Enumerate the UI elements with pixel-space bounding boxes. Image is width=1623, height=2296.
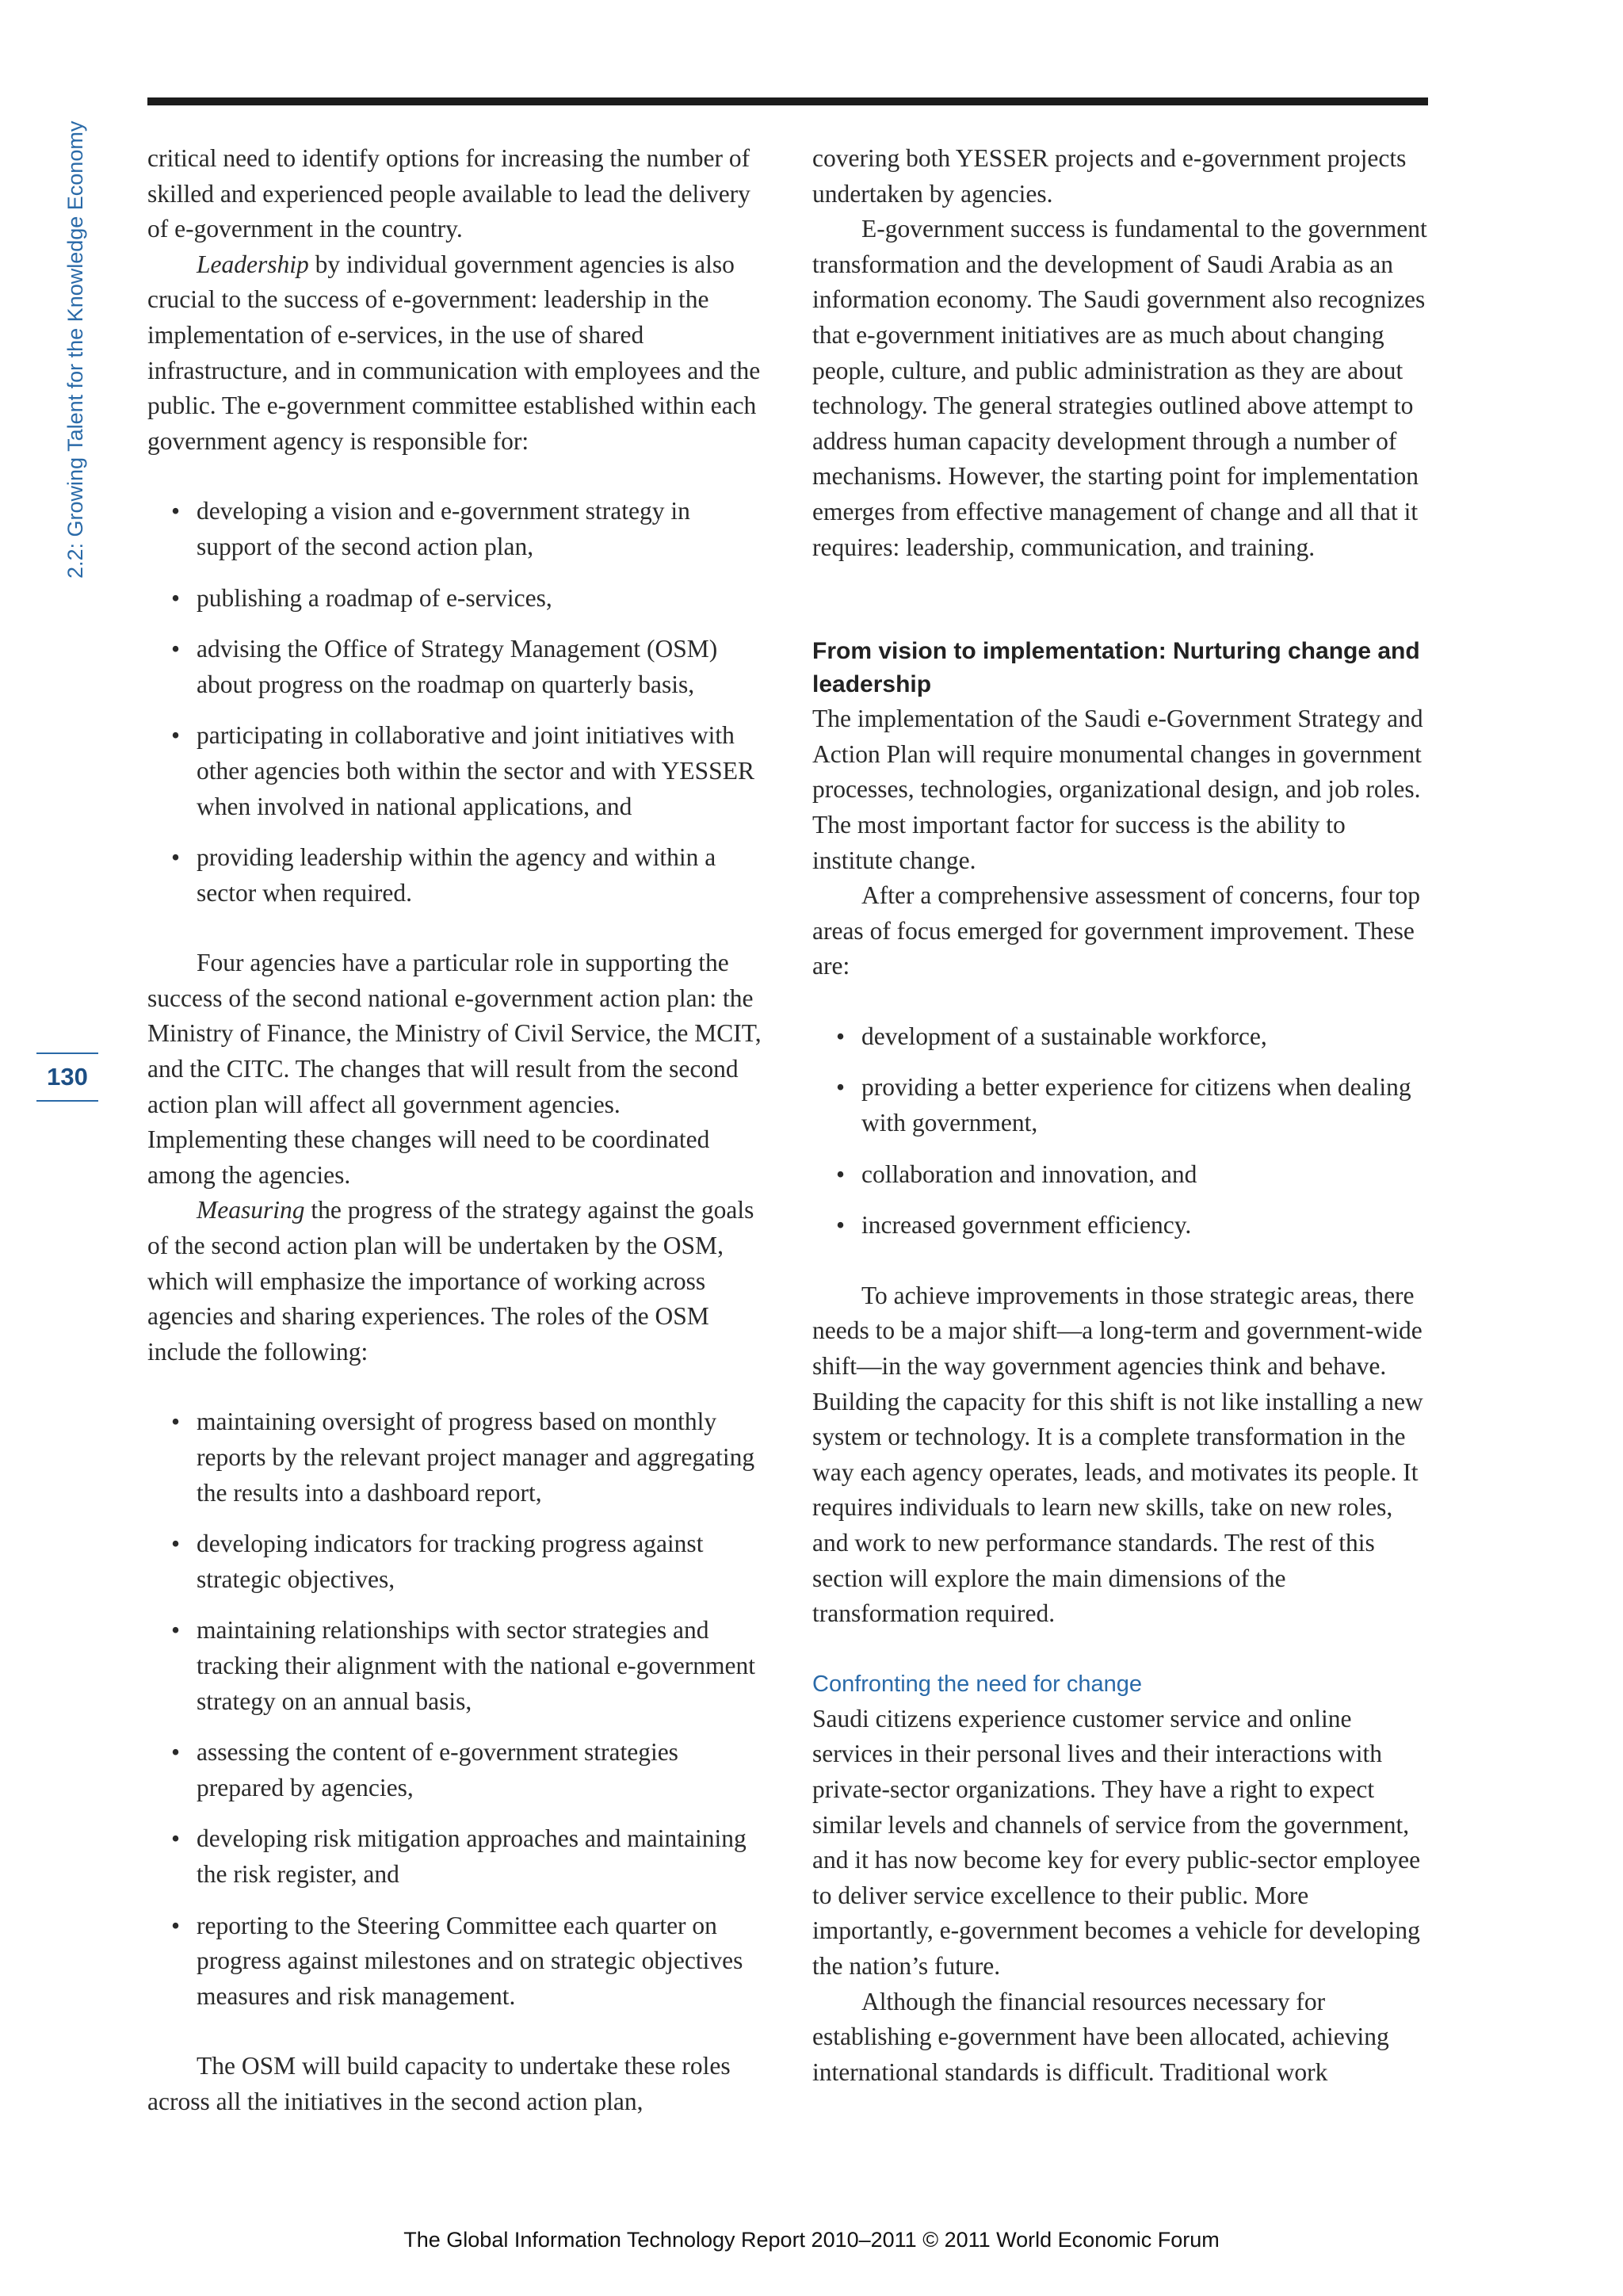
- list-item: • providing leadership within the agency and within a sector when required.: [147, 840, 766, 911]
- paragraph: After a comprehensive assessment of concerns, four top areas of focus emerged for government improvement. These are:: [812, 881, 1421, 980]
- page-number: 130: [47, 1063, 88, 1091]
- paragraph: Saudi citizens experience customer service and online services in their personal lives and their interactions with private-sector organizations. They have a right to expect similar levels and channels of service from the government, and it has now become key for every public-sector employee to deliver service excellence to their public. More importantly, e-government becomes a vehicle for developing the nation’s future.: [812, 1704, 1421, 1980]
- list-item: • maintaining oversight of progress based on monthly reports by the relevant project manager and aggregating the results into a dashboard report,: [147, 1404, 766, 1511]
- paragraph: The OSM will build capacity to undertake these roles across all the initiatives in the second action plan,: [147, 2052, 731, 2115]
- list-item: • reporting to the Steering Committee each quarter on progress against milestones and on strategic objectives measures and risk management.: [147, 1908, 766, 2015]
- committee-responsibilities-list: [147, 494, 766, 911]
- list-item: • development of a sustainable workforce,: [812, 1019, 1432, 1055]
- list-item: • advising the Office of Strategy Management (OSM) about progress on the roadmap on quarterly basis,: [147, 632, 766, 702]
- paragraph: [147, 1193, 766, 1370]
- list-item: • increased government efficiency.: [812, 1208, 1432, 1244]
- paragraph: To achieve improvements in those strategic areas, there needs to be a major shift—a long-term and government-wide shift—in the way government agencies think and behave. Building the capacity for this shift is not like installing a new system or technology. It is a complete transformation in the way each agency operates, leads, and motivates its people. It requires individuals to learn new skills, take on new roles, and work to new performance standards. The rest of this section will explore the main dimensions of the transformation required.: [812, 1281, 1423, 1628]
- list-item: • collaboration and innovation, and: [812, 1157, 1432, 1193]
- list-item: • maintaining relationships with sector strategies and tracking their alignment with the national e-government strategy on an annual basis,: [147, 1613, 766, 1719]
- page-number-block: [36, 1052, 98, 1102]
- right-column: [812, 141, 1432, 2090]
- list-item: • developing indicators for tracking progress against strategic objectives,: [147, 1526, 766, 1597]
- subsection-heading: Confronting the need for change: [812, 1671, 1142, 1697]
- paragraph: covering both YESSER projects and e-government projects undertaken by agencies.: [812, 144, 1407, 208]
- focus-areas-list: [812, 1019, 1432, 1244]
- emphasis: Measuring: [197, 1196, 305, 1224]
- paragraph: E-government success is fundamental to the government transformation and the development of Saudi Arabia as an information economy. The Saudi government also recognizes that e-government initiatives are as much about changing people, culture, and public administration as they are about technology. The general strategies outlined above attempt to address human capacity development through a number of mechanisms. However, the starting point for implementation emerges from effective management of change and all that it requires: leadership, communication, and training.: [812, 215, 1427, 561]
- left-column: [147, 141, 766, 2120]
- osm-roles-list: [147, 1404, 766, 2014]
- paragraph: The implementation of the Saudi e-Government Strategy and Action Plan will require monumental changes in government processes, technologies, organizational design, and job roles. The most important factor for success is the ability to institute change.: [812, 705, 1423, 874]
- list-item: • assessing the content of e-government strategies prepared by agencies,: [147, 1735, 766, 1805]
- paragraph: critical need to identify options for increasing the number of skilled and experienced people available to lead the delivery of e-government in the country.: [147, 144, 750, 243]
- list-item: • developing risk mitigation approaches and maintaining the risk register, and: [147, 1821, 766, 1892]
- list-item: • participating in collaborative and joint initiatives with other agencies both within the sector and with YESSER when involved in national applications, and: [147, 718, 766, 824]
- page-footer: The Global Information Technology Report 2010–2011 © 2011 World Economic Forum: [403, 2228, 1220, 2252]
- header-rule: [147, 97, 1428, 105]
- paragraph: Four agencies have a particular role in supporting the success of the second national e-government action plan: the Ministry of Finance, the Ministry of Civil Service, the MCIT, and the CITC. The changes that will result from the second action plan will affect all government agencies. Implementing these changes will need to be coordinated among the agencies.: [147, 949, 762, 1189]
- page-number-rule-bottom: [36, 1100, 98, 1102]
- list-item: • providing a better experience for citizens when dealing with government,: [812, 1070, 1432, 1140]
- section-title-vertical: 2.2: Growing Talent for the Knowledge Economy: [63, 120, 87, 579]
- emphasis: Leadership: [197, 250, 309, 278]
- paragraph: [147, 247, 766, 460]
- list-item: • developing a vision and e-government strategy in support of the second action plan,: [147, 494, 766, 564]
- paragraph-text: the progress of the strategy against the goals of the second action plan will be undertaken by the OSM, which will emphasize the importance of working across agencies and sharing experiences. The roles of the OSM include the following:: [147, 1196, 754, 1366]
- section-heading: From vision to implementation: Nurturing change and leadership: [812, 638, 1420, 698]
- list-item: • publishing a roadmap of e-services,: [147, 581, 766, 617]
- paragraph-text: by individual government agencies is also crucial to the success of e-government: leadership in the implementation of e-services, in the use of shared infrastructure, and in communication with employees and the public. The e-government committee established within each government agency is responsible for:: [147, 250, 761, 455]
- paragraph: Although the financial resources necessary for establishing e-government have been allocated, achieving international standards is difficult. Traditional work: [812, 1987, 1389, 2086]
